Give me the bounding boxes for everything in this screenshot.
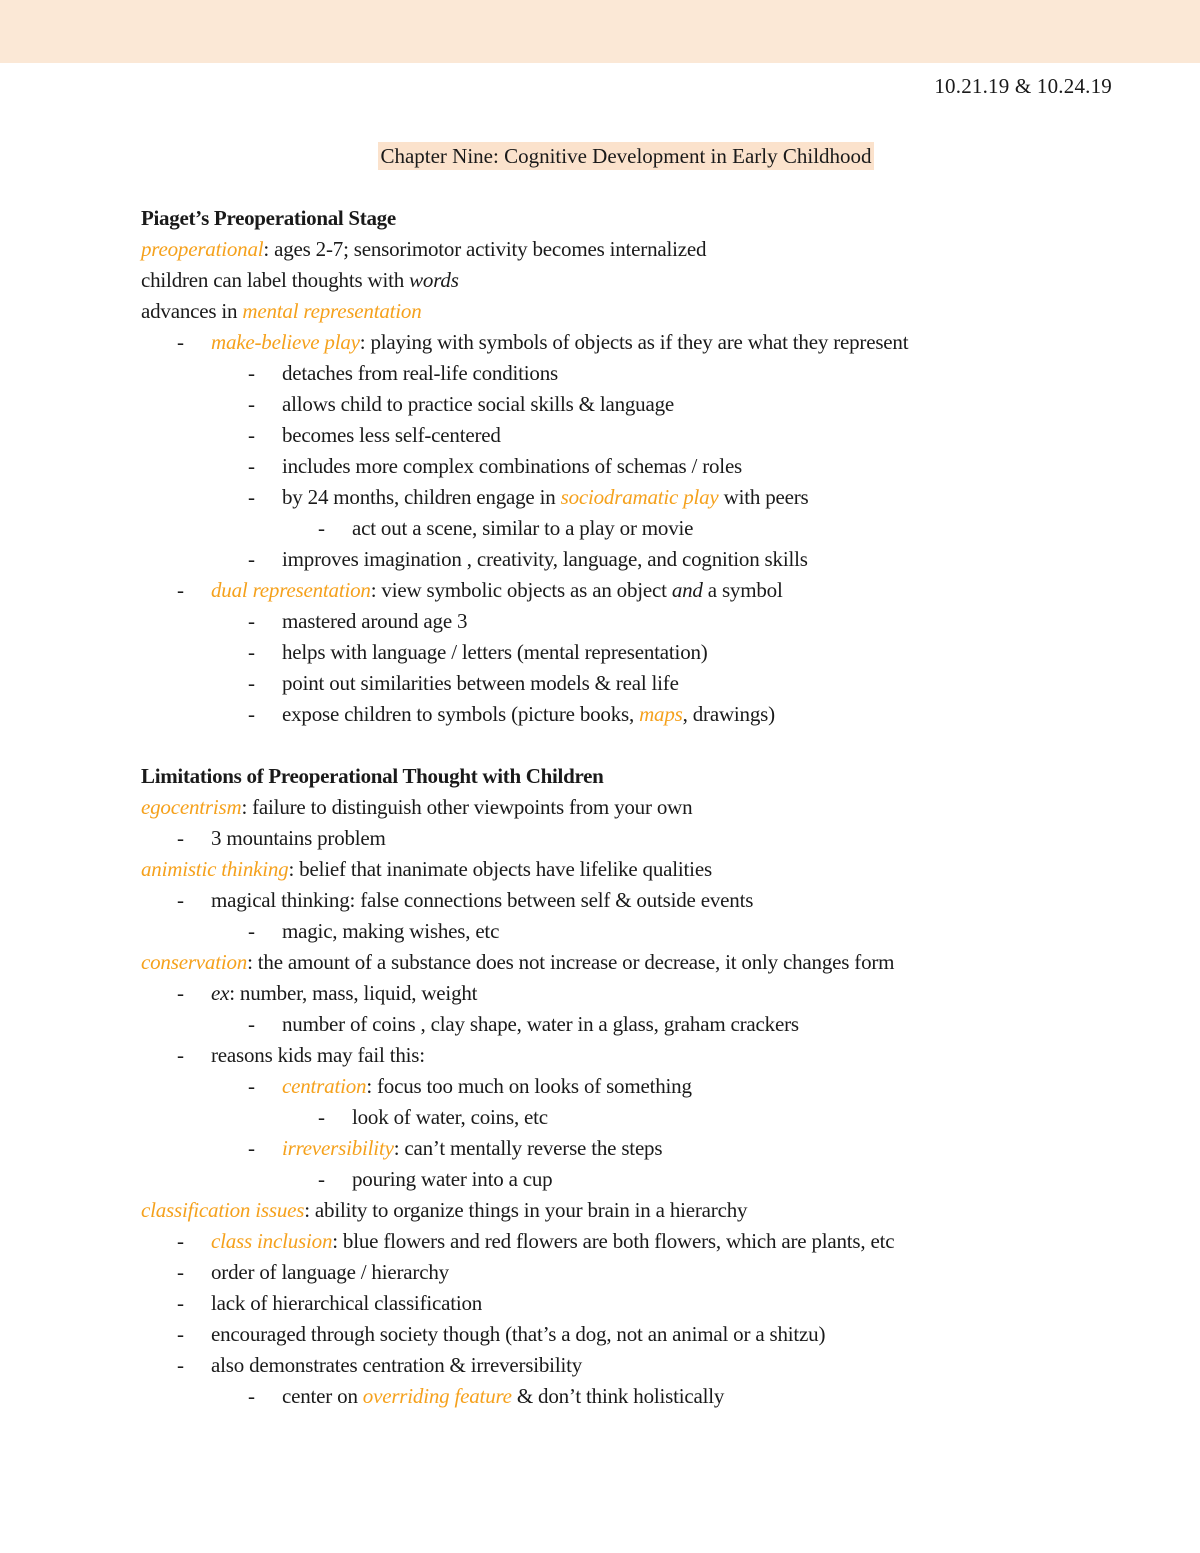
list-item <box>141 513 1141 544</box>
definition: : failure to distinguish other viewpoints from your own <box>241 795 693 819</box>
text: encouraged through society though (that’s a dog, not an animal or a shitzu) <box>211 1322 826 1346</box>
bullet-dash: - <box>248 361 255 385</box>
list-item <box>141 1381 1141 1412</box>
text: expose children to symbols (picture books, <box>282 702 640 726</box>
emphasis: words <box>409 268 459 292</box>
text: 3 mountains problem <box>211 826 386 850</box>
list-item <box>141 575 1141 606</box>
list-item <box>141 1350 1141 1381</box>
text: lack of hierarchical classification <box>211 1291 483 1315</box>
bullet-dash: - <box>248 547 255 571</box>
list-item <box>141 482 1141 513</box>
bullet-dash: - <box>248 1384 255 1408</box>
bullet-dash: - <box>248 702 255 726</box>
list-item <box>141 1257 1141 1288</box>
text: allows child to practice social skills & language <box>282 392 675 416</box>
term: maps <box>639 702 683 726</box>
list-item <box>141 1288 1141 1319</box>
list-item <box>141 668 1141 699</box>
term: make-believe play <box>211 330 360 354</box>
bullet-dash: - <box>177 330 184 354</box>
bullet-dash: - <box>177 1353 184 1377</box>
list-item <box>141 420 1141 451</box>
emphasis: and <box>671 578 703 602</box>
list-item <box>141 358 1141 389</box>
list-item <box>141 978 1141 1009</box>
text: becomes less self-centered <box>282 423 501 447</box>
definition: : view symbolic objects as an object <box>370 578 672 602</box>
bullet-dash: - <box>248 1012 255 1036</box>
text: act out a scene, similar to a play or movie <box>352 516 694 540</box>
bullet-dash: - <box>177 1229 184 1253</box>
bullet-dash: - <box>177 1291 184 1315</box>
list-item <box>141 544 1141 575</box>
list-item <box>141 327 1141 358</box>
bullet-dash: - <box>248 1136 255 1160</box>
term: mental representation <box>242 299 422 323</box>
list-item <box>141 1164 1141 1195</box>
notes-body <box>141 203 1141 1412</box>
bullet-dash: - <box>177 578 184 602</box>
bullet-dash: - <box>177 888 184 912</box>
bullet-dash: - <box>248 671 255 695</box>
term: irreversibility <box>282 1136 394 1160</box>
bullet-dash: - <box>248 485 255 509</box>
emphasis: ex <box>211 981 230 1005</box>
bullet-dash: - <box>177 1260 184 1284</box>
definition: : playing with symbols of objects as if they are what they represent <box>359 330 909 354</box>
bullet-dash: - <box>248 609 255 633</box>
list-item <box>141 854 1141 885</box>
list-item <box>141 234 1141 265</box>
title-container <box>0 142 1200 170</box>
list-item <box>141 1102 1141 1133</box>
list-item <box>141 1071 1141 1102</box>
bullet-dash: - <box>318 516 325 540</box>
list-item <box>141 947 1141 978</box>
bullet-dash: - <box>318 1167 325 1191</box>
text: & don’t think holistically <box>511 1384 725 1408</box>
text: detaches from real-life conditions <box>282 361 559 385</box>
section-heading-preoperational: Piaget’s Preoperational Stage <box>141 206 396 230</box>
term: conservation <box>141 950 248 974</box>
term: centration <box>282 1074 367 1098</box>
list-item <box>141 1226 1141 1257</box>
term: class inclusion <box>211 1229 333 1253</box>
list-item <box>141 792 1141 823</box>
definition: : ages 2-7; sensorimotor activity becomes internalized <box>263 237 707 261</box>
bullet-dash: - <box>177 1322 184 1346</box>
text: center on <box>282 1384 363 1408</box>
list-item <box>141 451 1141 482</box>
term: egocentrism <box>141 795 242 819</box>
bullet-dash: - <box>177 826 184 850</box>
spacer <box>141 730 1141 761</box>
definition: : ability to organize things in your brain in a hierarchy <box>304 1198 748 1222</box>
list-item <box>141 637 1141 668</box>
list-item <box>141 1195 1141 1226</box>
list-item <box>141 885 1141 916</box>
text: mastered around age 3 <box>282 609 468 633</box>
bullet-dash: - <box>177 981 184 1005</box>
list-item <box>141 296 1141 327</box>
text: point out similarities between models & real life <box>282 671 679 695</box>
list-item <box>141 389 1141 420</box>
term: preoperational <box>141 237 264 261</box>
bullet-dash: - <box>318 1105 325 1129</box>
definition: : blue flowers and red flowers are both flowers, which are plants, etc <box>332 1229 895 1253</box>
list-item <box>141 1040 1141 1071</box>
bullet-dash: - <box>248 423 255 447</box>
term: overriding feature <box>362 1384 512 1408</box>
text: magical thinking: false connections between self & outside events <box>211 888 754 912</box>
definition: : focus too much on looks of something <box>366 1074 692 1098</box>
text: : number, mass, liquid, weight <box>229 981 478 1005</box>
list-item <box>141 1319 1141 1350</box>
text: , drawings) <box>682 702 775 726</box>
list-item <box>141 916 1141 947</box>
bullet-dash: - <box>248 640 255 664</box>
text: by 24 months, children engage in <box>282 485 561 509</box>
list-item <box>141 265 1141 296</box>
list-item <box>141 606 1141 637</box>
text: look of water, coins, etc <box>352 1105 548 1129</box>
definition: : can’t mentally reverse the steps <box>393 1136 663 1160</box>
text: pouring water into a cup <box>352 1167 553 1191</box>
bullet-dash: - <box>248 392 255 416</box>
text: advances in <box>141 299 243 323</box>
text: also demonstrates centration & irreversibility <box>211 1353 583 1377</box>
bullet-dash: - <box>177 1043 184 1067</box>
text: magic, making wishes, etc <box>282 919 500 943</box>
term: animistic thinking <box>141 857 289 881</box>
page-title: Chapter Nine: Cognitive Development in Early Childhood <box>380 144 872 168</box>
term: classification issues <box>141 1198 305 1222</box>
list-item <box>141 699 1141 730</box>
term: dual representation <box>211 578 371 602</box>
bullet-dash: - <box>248 919 255 943</box>
text: with peers <box>718 485 809 509</box>
text: children can label thoughts with <box>141 268 410 292</box>
text: reasons kids may fail this: <box>211 1043 425 1067</box>
text: a symbol <box>702 578 783 602</box>
bullet-dash: - <box>248 454 255 478</box>
definition: : the amount of a substance does not increase or decrease, it only changes form <box>247 950 895 974</box>
definition: : belief that inanimate objects have lifelike qualities <box>288 857 712 881</box>
bullet-dash: - <box>248 1074 255 1098</box>
section-heading-limitations: Limitations of Preoperational Thought with Children <box>141 764 604 788</box>
list-item <box>141 1009 1141 1040</box>
text: improves imagination , creativity, language, and cognition skills <box>282 547 808 571</box>
term: sociodramatic play <box>560 485 719 509</box>
text: includes more complex combinations of schemas / roles <box>282 454 743 478</box>
text: helps with language / letters (mental representation) <box>282 640 708 664</box>
text: order of language / hierarchy <box>211 1260 449 1284</box>
text: number of coins , clay shape, water in a glass, graham crackers <box>282 1012 799 1036</box>
note-date: 10.21.19 & 10.24.19 <box>934 74 1112 98</box>
header-band <box>0 0 1200 63</box>
list-item <box>141 823 1141 854</box>
list-item <box>141 1133 1141 1164</box>
